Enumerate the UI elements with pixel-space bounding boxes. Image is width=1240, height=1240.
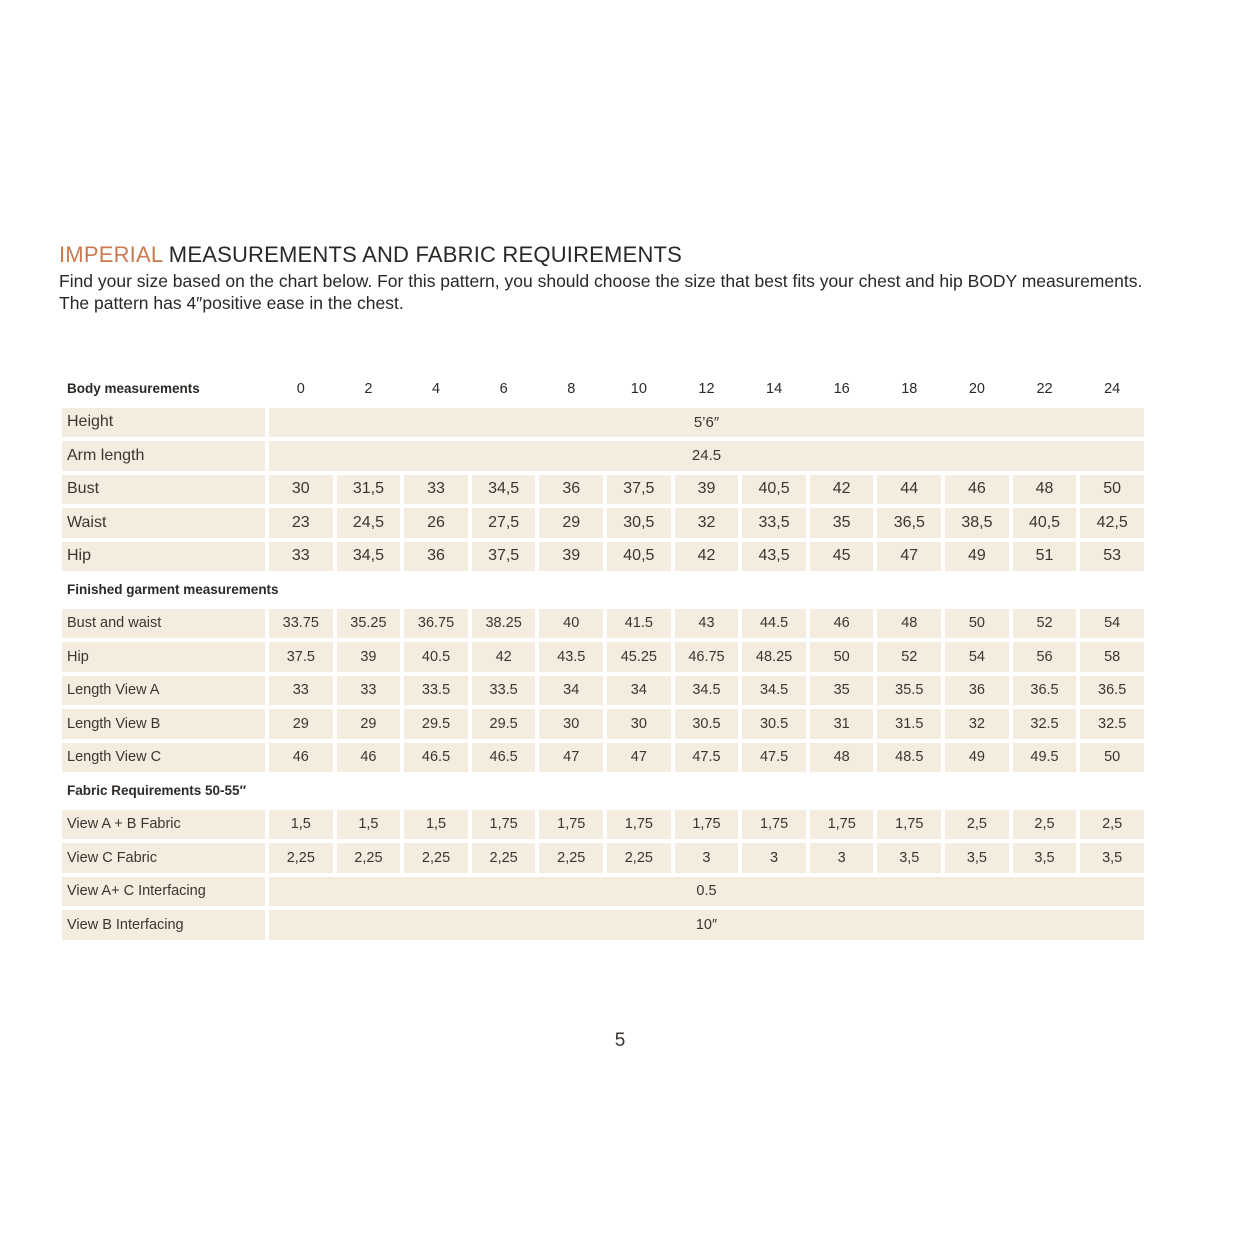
size-chart-table: [58, 370, 1148, 944]
value-cell: 30: [607, 709, 671, 739]
value-cell: 1,5: [337, 810, 401, 840]
value-cell: 46: [337, 743, 401, 773]
value-cell: 34: [539, 676, 603, 706]
value-cell: 49: [945, 542, 1009, 572]
value-cell: 36.75: [404, 609, 468, 639]
value-cell: 43,5: [742, 542, 806, 572]
table-row: [62, 709, 1144, 739]
value-cell: 29: [269, 709, 333, 739]
row-label: View B Interfacing: [62, 910, 265, 940]
table-row: [62, 910, 1144, 940]
value-cell: 1,75: [607, 810, 671, 840]
value-cell: 34.5: [742, 676, 806, 706]
value-cell: 46.5: [472, 743, 536, 773]
value-cell: 47.5: [675, 743, 739, 773]
value-cell: 43: [675, 609, 739, 639]
value-cell: 36.5: [1013, 676, 1077, 706]
value-cell: 46: [945, 475, 1009, 505]
value-cell: 42: [675, 542, 739, 572]
value-cell: 3,5: [1080, 843, 1144, 873]
size-header-cell: 4: [431, 380, 441, 397]
value-cell: 29.5: [404, 709, 468, 739]
spanned-value-cell: 10″: [269, 910, 1144, 940]
value-cell: 34.5: [675, 676, 739, 706]
row-label: View A + B Fabric: [62, 810, 265, 840]
value-cell: 39: [675, 475, 739, 505]
section-header-finished: [62, 575, 1144, 605]
value-cell: 51: [1013, 542, 1077, 572]
value-cell: 42: [810, 475, 874, 505]
size-header-cell: 8: [567, 380, 576, 397]
value-cell: 1,75: [742, 810, 806, 840]
row-label: View A+ C Interfacing: [62, 877, 265, 907]
value-cell: 44.5: [742, 609, 806, 639]
value-cell: 1,75: [472, 810, 536, 840]
value-cell: 36.5: [1080, 676, 1144, 706]
row-label: Length View B: [62, 709, 265, 739]
value-cell: 3: [810, 843, 874, 873]
value-cell: 33: [404, 475, 468, 505]
size-header-cell: 2: [364, 380, 373, 397]
size-header-cell: 24: [1104, 380, 1121, 397]
value-cell: 47: [877, 542, 941, 572]
value-cell: 36: [945, 676, 1009, 706]
value-cell: 36: [404, 542, 468, 572]
value-cell: 34,5: [472, 475, 536, 505]
value-cell: 2,25: [404, 843, 468, 873]
intro-paragraph: Find your size based on the chart below. For this pattern, you should choose the size that best fits your chest and hip BODY measurements. The pattern has 4″positive ease in the chest.: [59, 271, 1143, 313]
value-cell: 40,5: [742, 475, 806, 505]
table-row: [62, 508, 1144, 538]
value-cell: 45: [810, 542, 874, 572]
value-cell: 46: [269, 743, 333, 773]
value-cell: 47: [539, 743, 603, 773]
table-row: [62, 408, 1144, 438]
value-cell: 1,75: [810, 810, 874, 840]
value-cell: 54: [945, 642, 1009, 672]
value-cell: 34: [607, 676, 671, 706]
value-cell: 32: [945, 709, 1009, 739]
value-cell: 42,5: [1080, 508, 1144, 538]
value-cell: 37,5: [472, 542, 536, 572]
value-cell: 48: [810, 743, 874, 773]
value-cell: 33: [337, 676, 401, 706]
value-cell: 50: [1080, 475, 1144, 505]
value-cell: 35: [810, 508, 874, 538]
value-cell: 38,5: [945, 508, 1009, 538]
size-header-cell: 12: [698, 380, 715, 397]
value-cell: 39: [539, 542, 603, 572]
value-cell: 46.75: [675, 642, 739, 672]
value-cell: 2,25: [539, 843, 603, 873]
table-row: [62, 743, 1144, 773]
value-cell: 37,5: [607, 475, 671, 505]
size-header-cell: 14: [766, 380, 783, 397]
value-cell: 35.25: [337, 609, 401, 639]
value-cell: 43.5: [539, 642, 603, 672]
value-cell: 40,5: [1013, 508, 1077, 538]
section-header-finished-label: Finished garment measurements: [67, 582, 279, 598]
value-cell: 3,5: [1013, 843, 1077, 873]
value-cell: 49: [945, 743, 1009, 773]
value-cell: 35: [810, 676, 874, 706]
table-row: [62, 810, 1144, 840]
table-row: [62, 542, 1144, 572]
row-label: Bust: [62, 475, 265, 505]
value-cell: 31: [810, 709, 874, 739]
value-cell: 3: [675, 843, 739, 873]
row-label: Height: [62, 408, 265, 438]
value-cell: 46: [810, 609, 874, 639]
spanned-value-cell: 5’6″: [269, 408, 1144, 438]
size-header-cell: 16: [833, 380, 850, 397]
size-header-row: [62, 374, 1144, 404]
row-label: View C Fabric: [62, 843, 265, 873]
value-cell: 33.75: [269, 609, 333, 639]
value-cell: 2,25: [472, 843, 536, 873]
value-cell: 33.5: [472, 676, 536, 706]
value-cell: 45.25: [607, 642, 671, 672]
value-cell: 2,5: [1080, 810, 1144, 840]
value-cell: 32.5: [1013, 709, 1077, 739]
value-cell: 33: [269, 542, 333, 572]
page-title: [59, 242, 682, 268]
table-row: [62, 642, 1144, 672]
value-cell: 40,5: [607, 542, 671, 572]
value-cell: 54: [1080, 609, 1144, 639]
row-label: Length View A: [62, 676, 265, 706]
section-header-fabric-label: Fabric Requirements 50-55″: [67, 783, 247, 799]
value-cell: 2,5: [1013, 810, 1077, 840]
value-cell: 36: [539, 475, 603, 505]
size-header-cell: 22: [1036, 380, 1053, 397]
value-cell: 40: [539, 609, 603, 639]
value-cell: 1,5: [404, 810, 468, 840]
value-cell: 33.5: [404, 676, 468, 706]
size-header-cell: 18: [901, 380, 918, 397]
row-label: Waist: [62, 508, 265, 538]
value-cell: 30: [539, 709, 603, 739]
value-cell: 31.5: [877, 709, 941, 739]
row-label: Length View C: [62, 743, 265, 773]
value-cell: 29: [539, 508, 603, 538]
value-cell: 26: [404, 508, 468, 538]
value-cell: 48.25: [742, 642, 806, 672]
value-cell: 29.5: [472, 709, 536, 739]
value-cell: 2,25: [269, 843, 333, 873]
section-header-body: Body measurements: [67, 381, 200, 397]
value-cell: 1,75: [539, 810, 603, 840]
value-cell: 3: [742, 843, 806, 873]
value-cell: 34,5: [337, 542, 401, 572]
size-header-cell: 20: [968, 380, 985, 397]
value-cell: 30,5: [607, 508, 671, 538]
value-cell: 2,25: [337, 843, 401, 873]
value-cell: 53: [1080, 542, 1144, 572]
value-cell: 1,75: [675, 810, 739, 840]
value-cell: 2,5: [945, 810, 1009, 840]
page-title-accent: IMPERIAL: [59, 242, 163, 267]
value-cell: 32: [675, 508, 739, 538]
table-row: [62, 609, 1144, 639]
value-cell: 33,5: [742, 508, 806, 538]
value-cell: 48: [1013, 475, 1077, 505]
table-row: [62, 877, 1144, 907]
value-cell: 1,5: [269, 810, 333, 840]
row-label: Hip: [62, 642, 265, 672]
value-cell: 29: [337, 709, 401, 739]
row-label: Bust and waist: [62, 609, 265, 639]
value-cell: 50: [945, 609, 1009, 639]
value-cell: 30.5: [742, 709, 806, 739]
value-cell: 58: [1080, 642, 1144, 672]
value-cell: 52: [1013, 609, 1077, 639]
value-cell: 42: [472, 642, 536, 672]
value-cell: 44: [877, 475, 941, 505]
value-cell: 48: [877, 609, 941, 639]
page-title-rest: MEASUREMENTS AND FABRIC REQUIREMENTS: [168, 242, 683, 267]
value-cell: 56: [1013, 642, 1077, 672]
value-cell: 3,5: [945, 843, 1009, 873]
value-cell: 52: [877, 642, 941, 672]
size-header-cell: 10: [630, 380, 647, 397]
value-cell: 47.5: [742, 743, 806, 773]
table-row: [62, 843, 1144, 873]
value-cell: 23: [269, 508, 333, 538]
value-cell: 24,5: [337, 508, 401, 538]
value-cell: 1,75: [877, 810, 941, 840]
value-cell: 31,5: [337, 475, 401, 505]
size-header-cell: 6: [499, 380, 508, 397]
section-header-fabric: [62, 776, 1144, 806]
spanned-value-cell: 24.5: [269, 441, 1144, 471]
table-row: [62, 441, 1144, 471]
spanned-value-cell: 0.5: [269, 877, 1144, 907]
value-cell: 50: [810, 642, 874, 672]
size-header-cell: 0: [296, 380, 305, 397]
value-cell: 49.5: [1013, 743, 1077, 773]
table-row: [62, 676, 1144, 706]
value-cell: 46.5: [404, 743, 468, 773]
value-cell: 30.5: [675, 709, 739, 739]
page-number: 5: [614, 1030, 626, 1051]
value-cell: 36,5: [877, 508, 941, 538]
value-cell: 27,5: [472, 508, 536, 538]
value-cell: 32.5: [1080, 709, 1144, 739]
value-cell: 33: [269, 676, 333, 706]
value-cell: 39: [337, 642, 401, 672]
table-row: [62, 475, 1144, 505]
value-cell: 37.5: [269, 642, 333, 672]
value-cell: 41.5: [607, 609, 671, 639]
value-cell: 30: [269, 475, 333, 505]
value-cell: 40.5: [404, 642, 468, 672]
value-cell: 50: [1080, 743, 1144, 773]
value-cell: 38.25: [472, 609, 536, 639]
value-cell: 48.5: [877, 743, 941, 773]
value-cell: 47: [607, 743, 671, 773]
row-label: Arm length: [62, 441, 265, 471]
row-label: Hip: [62, 542, 265, 572]
value-cell: 2,25: [607, 843, 671, 873]
value-cell: 3,5: [877, 843, 941, 873]
value-cell: 35.5: [877, 676, 941, 706]
